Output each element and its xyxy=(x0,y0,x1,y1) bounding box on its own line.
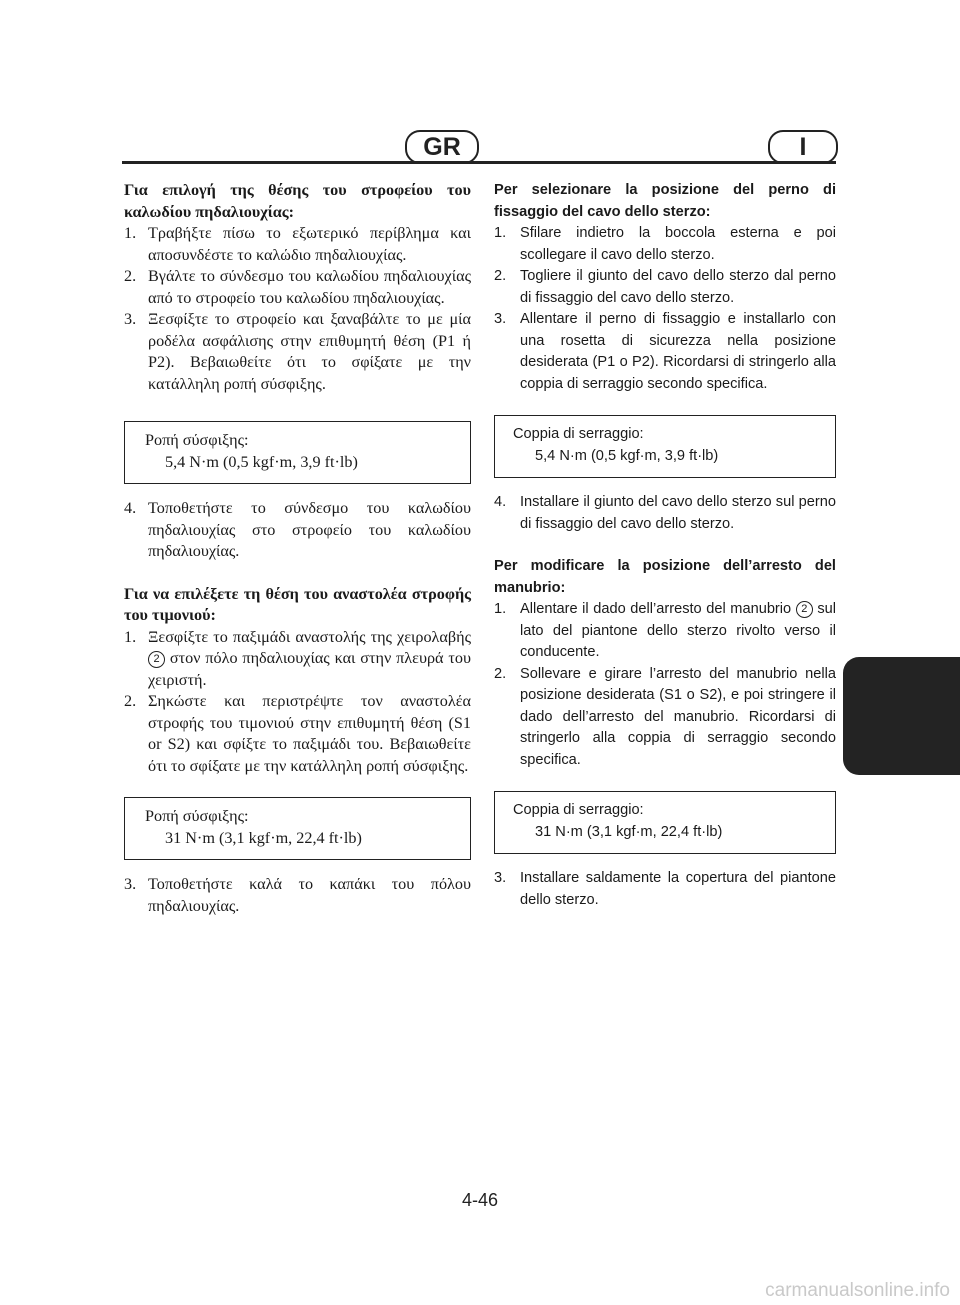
italian-torque-spec-box-1 xyxy=(494,415,836,478)
step-number: 1. xyxy=(494,601,507,617)
step-text: Βγάλτε το σύνδεσμο του καλωδίου πηδαλιουχίας από το στροφείο του καλωδίου πηδαλιουχίας. xyxy=(148,267,471,307)
step-text: Sollevare e girare l’arresto del manubrio nella posizione desiderata (S1 o S2), e poi stringere il dado dell’arresto del manubrio. Ricordarsi di stringerlo alla coppia di serraggio secondo specifica. xyxy=(520,665,836,768)
step-number: 2. xyxy=(124,692,137,710)
italian-column xyxy=(494,180,836,911)
italian-step-2 xyxy=(494,266,836,309)
callout-number-marker: 2 xyxy=(148,651,165,668)
step-text: Τοποθετήστε καλά το καπάκι του πόλου πηδαλιουχίας. xyxy=(148,875,471,915)
chapter-thumb-tab xyxy=(843,657,960,775)
greek-step-1b xyxy=(124,627,471,692)
torque-value: 31 N·m (3,1 kgf·m, 22,4 ft·lb) xyxy=(165,828,362,847)
step-text: Installare il giunto del cavo dello sterzo sul perno di fissaggio del cavo dello sterzo. xyxy=(520,494,836,532)
step-text: Ξεσφίξτε το παξιμάδι αναστολής της χειρολαβής 2 στον πόλο πηδαλιουχίας και στην πλευρά του χειριστή. xyxy=(148,627,471,689)
italian-step-3b xyxy=(494,868,836,911)
step-number: 1. xyxy=(494,225,507,241)
header-rule xyxy=(122,161,836,164)
step-text: Allentare il dado dell’arresto del manubrio 2 sul lato del piantone dello sterzo rivolto verso il conducente. xyxy=(520,601,836,660)
step-text: Τοποθετήστε το σύνδεσμο του καλωδίου πηδαλιουχίας στο στροφείο του καλωδίου πηδαλιουχίας. xyxy=(148,499,471,560)
greek-step-3b xyxy=(124,874,471,917)
step-number: 3. xyxy=(124,875,137,893)
step-number: 1. xyxy=(124,627,137,646)
torque-label: Coppia di serraggio: xyxy=(513,802,644,818)
italian-step-4 xyxy=(494,492,836,535)
italian-heading-cable-pivot: Per selezionare la posizione del perno di fissaggio del cavo dello sterzo: xyxy=(494,182,836,220)
step-text: Τραβήξτε πίσω το εξωτερικό περίβλημα και αποσυνδέστε το καλώδιο πηδαλιουχίας. xyxy=(148,224,471,264)
step-text: Sfilare indietro la boccola esterna e poi scollegare il cavo dello sterzo. xyxy=(520,225,836,263)
page-number: 4-46 xyxy=(461,1190,499,1210)
step-number: 2. xyxy=(124,267,137,285)
language-label-gr: GR xyxy=(405,130,479,164)
step-number: 4. xyxy=(494,494,507,510)
language-label-i: I xyxy=(768,130,838,164)
step-number: 2. xyxy=(494,665,507,682)
torque-value: 31 N·m (3,1 kgf·m, 22,4 ft·lb) xyxy=(535,823,723,840)
step-number: 3. xyxy=(494,311,507,327)
greek-heading-steering-stopper: Για να επιλέξετε τη θέση του αναστολέα στροφής του τιμονιού: xyxy=(124,584,471,624)
step-text: Σηκώστε και περιστρέψτε τον αναστολέα στροφής του τιμονιού στην επιθυμητή θέση (S1 or S2) και σφίξτε το παξιμάδι του. Βεβαιωθείτε ότι το σφίξατε με την κατάλληλη ροπή σύσφιξης. xyxy=(148,692,471,775)
greek-column xyxy=(124,180,471,917)
torque-label: Ροπή σύσφιξης: xyxy=(145,431,249,449)
greek-step-3 xyxy=(124,309,471,395)
italian-step-2b xyxy=(494,664,836,772)
greek-step-2 xyxy=(124,266,471,309)
step-text: Togliere il giunto del cavo dello sterzo dal perno di fissaggio del cavo dello sterzo. xyxy=(520,268,836,306)
step-text: Installare saldamente la copertura del piantone dello sterzo. xyxy=(520,870,836,908)
italian-step-3 xyxy=(494,309,836,395)
step-number: 1. xyxy=(124,224,137,242)
torque-label: Coppia di serraggio: xyxy=(513,426,644,442)
step-text: Allentare il perno di fissaggio e installarlo con una rosetta di sicurezza nella posizione desiderata (P1 o P2). Ricordarsi di stringerlo alla coppia di serraggio secondo specifica. xyxy=(520,311,836,392)
italian-torque-spec-box-2 xyxy=(494,791,836,854)
greek-step-4 xyxy=(124,498,471,563)
italian-step-1 xyxy=(494,223,836,266)
greek-heading-cable-pivot: Για επιλογή της θέσης του στροφείου του καλωδίου πηδαλιουχίας: xyxy=(124,181,471,221)
step-number: 3. xyxy=(124,310,137,328)
torque-value: 5,4 N·m (0,5 kgf·m, 3,9 ft·lb) xyxy=(165,452,358,471)
italian-step-1b xyxy=(494,599,836,664)
watermark: carmanualsonline.info xyxy=(765,1280,950,1301)
step-text: Ξεσφίξτε το στροφείο και ξαναβάλτε το με μία ροδέλα ασφάλισης στην επιθυμητή θέση (P1 ή P2). Βεβαιωθείτε ότι το σφίξατε με την κατάλληλη ροπή σύσφιξης. xyxy=(148,310,471,393)
greek-step-1 xyxy=(124,223,471,266)
torque-value: 5,4 N·m (0,5 kgf·m, 3,9 ft·lb) xyxy=(535,447,719,464)
step-number: 3. xyxy=(494,870,507,886)
greek-torque-spec-box-1 xyxy=(124,421,471,484)
greek-torque-spec-box-2 xyxy=(124,797,471,860)
torque-label: Ροπή σύσφιξης: xyxy=(145,807,249,825)
italian-heading-handlebar-stopper: Per modificare la posizione dell’arresto del manubrio: xyxy=(494,558,836,596)
step-number: 4. xyxy=(124,499,137,517)
callout-number-marker: 2 xyxy=(796,601,813,618)
step-number: 2. xyxy=(494,268,507,284)
greek-step-2b xyxy=(124,691,471,777)
